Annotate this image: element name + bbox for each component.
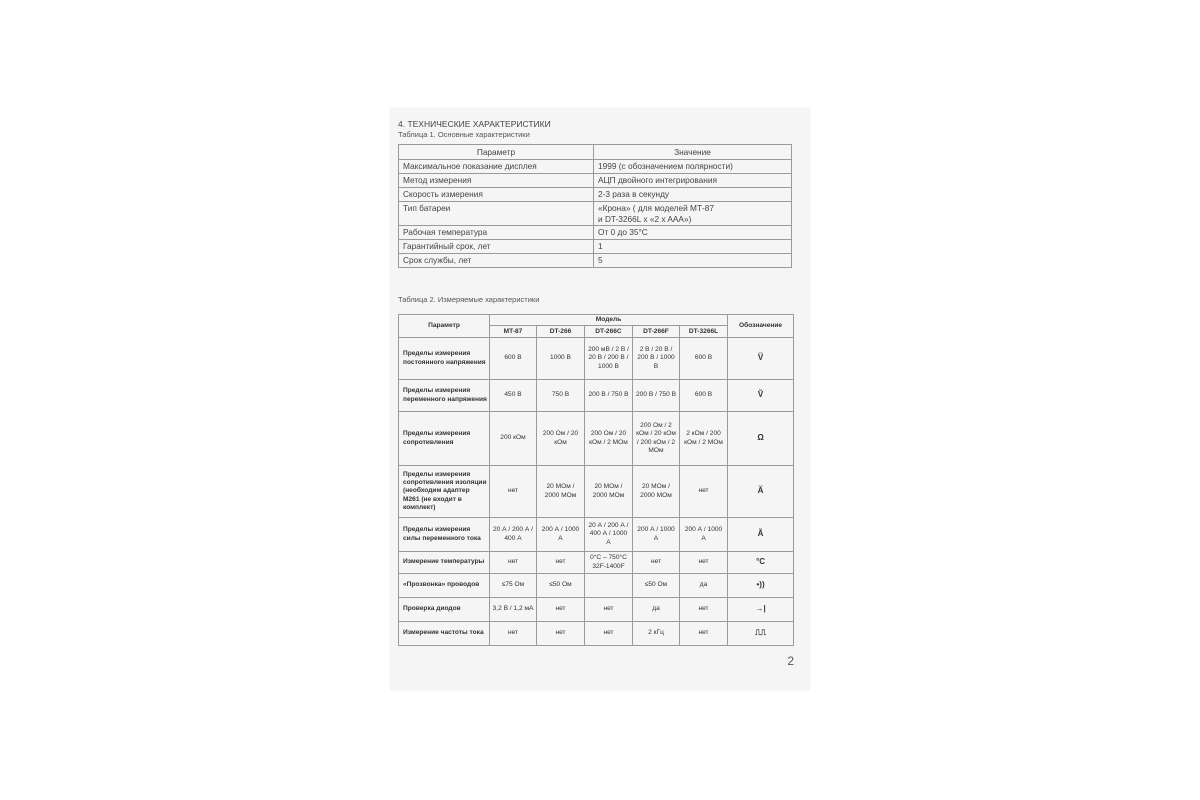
parameter-cell: Пределы измерения силы переменного тока (399, 518, 490, 552)
table-row (399, 380, 794, 412)
model-header: DT-3266L (680, 326, 728, 338)
value-cell: «Крона» ( для моделей МТ-87 и DT-3266L x «2 x AAA») (594, 202, 792, 226)
symbol-icon: Ṽ (728, 380, 794, 412)
measured-characteristics-table (398, 314, 794, 646)
parameter-cell: «Прозвонка» проводов (399, 574, 490, 598)
value-cell: 3,2 В / 1,2 мА (490, 598, 537, 622)
value-cell: 1000 В (537, 338, 585, 380)
symbol-icon: Ω (728, 412, 794, 466)
value-cell: 2-3 раза в секунду (594, 188, 792, 202)
table-row (399, 338, 794, 380)
value-cell: 200 мВ / 2 В / 20 В / 200 В / 1000 В (585, 338, 633, 380)
value-cell: 200 Ом / 20 кОм (537, 412, 585, 466)
value-cell: 200 А / 1000 А (680, 518, 728, 552)
symbol-icon: °C (728, 552, 794, 574)
symbol-icon: V̿ (728, 338, 794, 380)
main-characteristics-table (398, 144, 792, 268)
value-cell: 20 А / 200 А / 400 А (490, 518, 537, 552)
value-cell: 200 кОм (490, 412, 537, 466)
symbol-icon: •)) (728, 574, 794, 598)
page-number: 2 (787, 654, 794, 668)
value-cell: ≤50 Ом (633, 574, 680, 598)
parameter-cell: Срок службы, лет (399, 254, 594, 268)
parameter-cell: Тип батареи (399, 202, 594, 226)
table-row (399, 518, 794, 552)
table-row (399, 188, 792, 202)
value-cell: нет (680, 466, 728, 518)
value-cell: 600 В (490, 338, 537, 380)
table-row (399, 174, 792, 188)
value-cell: нет (680, 552, 728, 574)
symbol-icon: →| (728, 598, 794, 622)
parameter-cell: Метод измерения (399, 174, 594, 188)
table-row (399, 254, 792, 268)
parameter-cell: Пределы измерения сопротивления изоляции (необходим адаптер М261 (не входит в комплект) (399, 466, 490, 518)
header-parameter: Параметр (399, 145, 594, 160)
parameter-cell: Пределы измерения постоянного напряжения (399, 338, 490, 380)
table-row (399, 226, 792, 240)
table-row (399, 160, 792, 174)
value-cell: От 0 до 35°С (594, 226, 792, 240)
parameter-cell: Максимальное показание дисплея (399, 160, 594, 174)
model-header: DT-266F (633, 326, 680, 338)
value-cell: 200 Ом / 2 кОм / 20 кОм / 200 кОм / 2 МОм (633, 412, 680, 466)
model-header: DT-266C (585, 326, 633, 338)
table-header-row (399, 315, 794, 326)
value-cell: 2 кОм / 200 кОм / 2 МОм (680, 412, 728, 466)
value-cell: нет (537, 598, 585, 622)
symbol-icon: ⎍⎍ (728, 622, 794, 646)
value-cell: 1 (594, 240, 792, 254)
value-cell: нет (585, 598, 633, 622)
header-value: Значение (594, 145, 792, 160)
value-cell: нет (680, 598, 728, 622)
table-row (399, 574, 794, 598)
value-cell: ≤75 Ом (490, 574, 537, 598)
value-cell: ≤50 Ом (537, 574, 585, 598)
value-cell: да (680, 574, 728, 598)
table-row (399, 202, 792, 226)
header-symbol: Обозначение (728, 315, 794, 338)
table-row (399, 412, 794, 466)
value-cell: 2 кГц (633, 622, 680, 646)
value-cell: нет (585, 622, 633, 646)
parameter-cell: Гарантийный срок, лет (399, 240, 594, 254)
parameter-cell: Скорость измерения (399, 188, 594, 202)
value-cell: 5 (594, 254, 792, 268)
table-row (399, 598, 794, 622)
value-cell: 20 МОм / 2000 МОм (585, 466, 633, 518)
value-cell: 200 А / 1000 А (633, 518, 680, 552)
value-cell: нет (680, 622, 728, 646)
value-cell (585, 574, 633, 598)
manual-page (390, 108, 810, 690)
value-cell: 200 В / 750 В (585, 380, 633, 412)
table-row (399, 622, 794, 646)
value-cell: нет (537, 552, 585, 574)
parameter-cell: Пределы измерения переменного напряжения (399, 380, 490, 412)
table-row (399, 552, 794, 574)
header-parameter: Параметр (399, 315, 490, 338)
value-cell: 750 В (537, 380, 585, 412)
table-row (399, 466, 794, 518)
parameter-cell: Рабочая температура (399, 226, 594, 240)
value-cell: 2 В / 20 В / 200 В / 1000 В (633, 338, 680, 380)
value-cell: 1999 (с обозначением полярности) (594, 160, 792, 174)
model-header: DT-266 (537, 326, 585, 338)
value-cell: 20 МОм / 2000 МОм (537, 466, 585, 518)
value-cell: 600 В (680, 380, 728, 412)
value-cell: да (633, 598, 680, 622)
value-cell: 600 В (680, 338, 728, 380)
symbol-icon: Ã (728, 518, 794, 552)
symbol-icon: A̿ (728, 466, 794, 518)
table2-caption: Таблица 2. Измеряемые характеристики (398, 295, 540, 304)
value-cell: 200 В / 750 В (633, 380, 680, 412)
parameter-cell: Измерение температуры (399, 552, 490, 574)
value-cell: 20 МОм / 2000 МОм (633, 466, 680, 518)
value-cell: 200 А / 1000 А (537, 518, 585, 552)
table-header-row (399, 145, 792, 160)
value-cell: 200 Ом / 20 кОм / 2 МОм (585, 412, 633, 466)
value-cell: 0°С – 750°С 32F-1400F (585, 552, 633, 574)
table1-caption: Таблица 1. Основные характеристики (398, 130, 530, 139)
value-cell: 20 А / 200 А / 400 А / 1000 А (585, 518, 633, 552)
value-cell: 450 В (490, 380, 537, 412)
section-title: 4. ТЕХНИЧЕСКИЕ ХАРАКТЕРИСТИКИ (398, 119, 551, 129)
parameter-cell: Измерение частоты тока (399, 622, 490, 646)
value-cell: нет (490, 466, 537, 518)
value-cell: нет (490, 552, 537, 574)
table-row (399, 240, 792, 254)
value-cell: нет (490, 622, 537, 646)
value-cell: АЦП двойного интегрирования (594, 174, 792, 188)
value-cell: нет (633, 552, 680, 574)
header-model: Модель (490, 315, 728, 326)
parameter-cell: Проверка диодов (399, 598, 490, 622)
model-header: MT-87 (490, 326, 537, 338)
value-cell: нет (537, 622, 585, 646)
parameter-cell: Пределы измерения сопротивления (399, 412, 490, 466)
